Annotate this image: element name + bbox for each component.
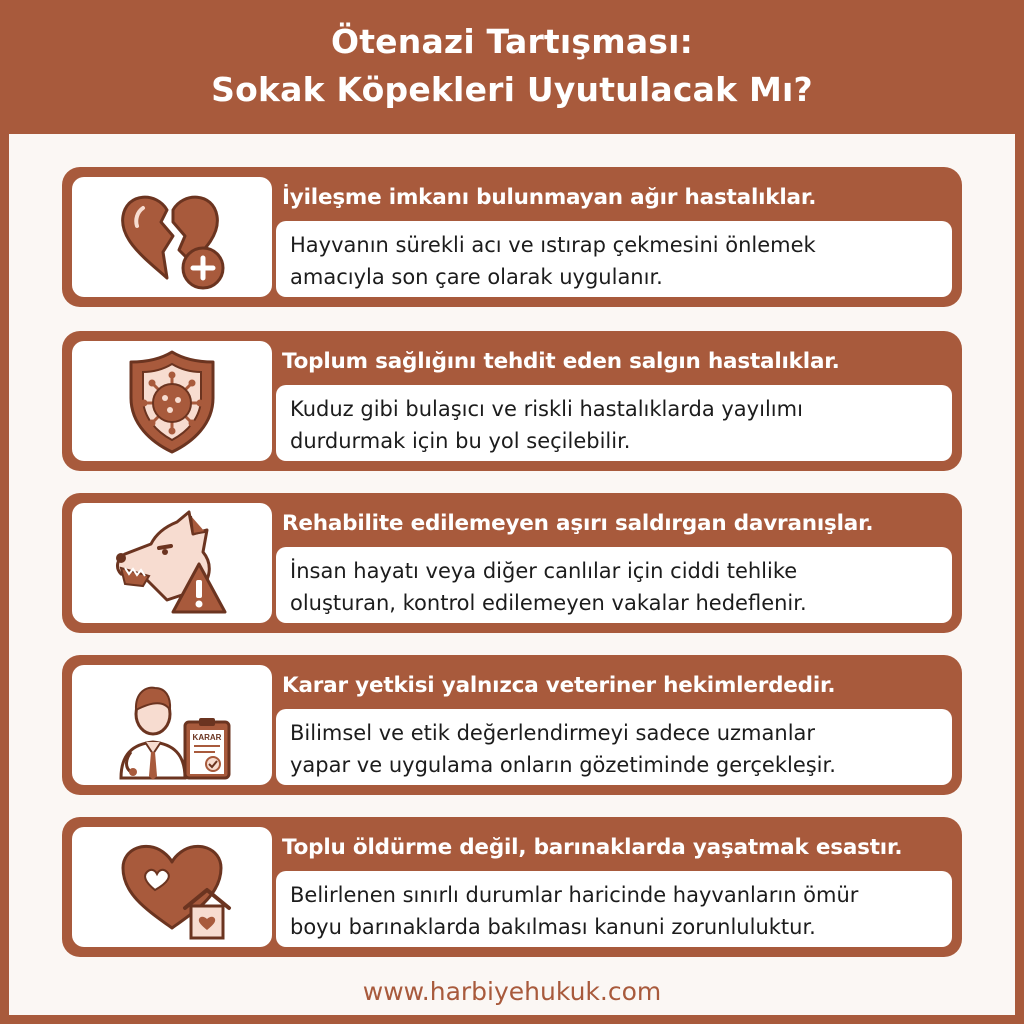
card-icon-box <box>72 177 272 297</box>
card-body <box>276 871 952 947</box>
card-body <box>276 709 952 785</box>
card-veterinarian-authority <box>62 655 962 795</box>
veterinarian-clipboard-icon <box>107 670 237 780</box>
card-icon-box <box>72 827 272 947</box>
broken-heart-plus-icon <box>107 182 237 292</box>
card-title: Karar yetkisi yalnızca veteriner hekimlerdedir. <box>282 673 836 698</box>
clipboard-label: KARAR <box>192 733 222 742</box>
heart-shelter-icon <box>107 832 237 942</box>
card-text-line: boyu barınaklarda bakılması kanuni zorunluluktur. <box>290 915 816 939</box>
card-incurable-disease <box>62 167 962 307</box>
card-icon-box <box>72 503 272 623</box>
card-title: İyileşme imkanı bulunmayan ağır hastalıklar. <box>282 185 817 210</box>
card-text-line: Kuduz gibi bulaşıcı ve riskli hastalıklarda yayılımı <box>290 397 803 421</box>
card-title: Rehabilite edilemeyen aşırı saldırgan davranışlar. <box>282 511 874 536</box>
card-icon-box <box>72 665 272 785</box>
card-text-line: Bilimsel ve etik değerlendirmeyi sadece uzmanlar <box>290 721 816 745</box>
card-shelter-principle <box>62 817 962 957</box>
card-body <box>276 385 952 461</box>
card-icon-box <box>72 341 272 461</box>
card-epidemic-disease <box>62 331 962 471</box>
card-title: Toplu öldürme değil, barınaklarda yaşatmak esastır. <box>282 835 903 860</box>
card-text-line: yapar ve uygulama onların gözetiminde gerçekleşir. <box>290 753 836 777</box>
card-text-line: İnsan hayatı veya diğer canlılar için ciddi tehlike <box>290 559 798 583</box>
card-text-line: oluşturan, kontrol edilemeyen vakalar hedeflenir. <box>290 591 807 615</box>
aggressive-dog-warning-icon <box>107 508 237 618</box>
card-aggressive-behavior <box>62 493 962 633</box>
virus-shield-icon <box>107 346 237 456</box>
card-title: Toplum sağlığını tehdit eden salgın hastalıklar. <box>282 349 840 374</box>
footer-website[interactable]: www.harbiyehukuk.com <box>362 977 662 1006</box>
card-body <box>276 221 952 297</box>
header <box>0 0 1024 132</box>
page-title-line-1: Ötenazi Tartışması: <box>330 22 694 61</box>
card-text-line: Hayvanın sürekli acı ve ıstırap çekmesini önlemek <box>290 233 816 257</box>
card-text-line: amacıyla son çare olarak uygulanır. <box>290 265 663 289</box>
card-text-line: Belirlenen sınırlı durumlar haricinde hayvanların ömür <box>290 883 859 907</box>
card-body <box>276 547 952 623</box>
card-text-line: durdurmak için bu yol seçilebilir. <box>290 429 631 453</box>
page-title-line-2: Sokak Köpekleri Uyutulacak Mı? <box>211 70 813 109</box>
